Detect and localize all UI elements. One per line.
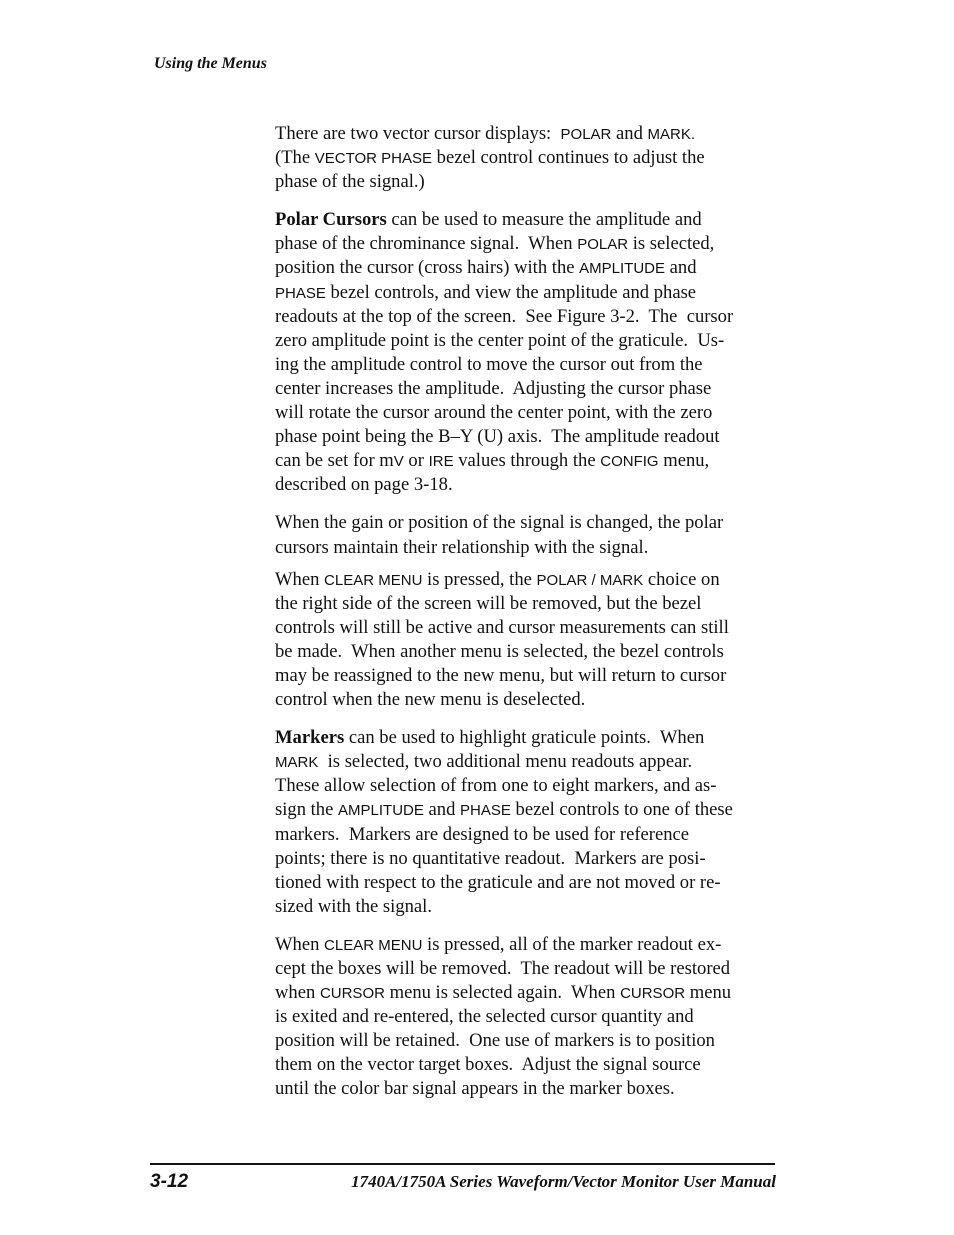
text-line (275, 664, 785, 688)
text-line (275, 933, 785, 957)
control-name: POLAR (577, 236, 629, 254)
text-run: may be reassigned to the new menu, but will return to cursor (275, 664, 727, 686)
running-head: Using the Menus (154, 55, 267, 72)
text-line (275, 232, 785, 256)
text-line (275, 1053, 785, 1077)
text-run: When (275, 933, 325, 955)
control-name: MARK (275, 754, 319, 772)
text-line (275, 688, 785, 712)
text-run: can be used to highlight graticule points. When (344, 727, 705, 749)
text-run: is pressed, the (422, 568, 537, 590)
text-run: When the gain or position of the signal is changed, the polar (275, 512, 724, 534)
text-line (275, 616, 785, 640)
control-name: POLAR (560, 126, 612, 143)
text-run: is selected, (628, 233, 715, 255)
text-run: or (403, 450, 429, 472)
paragraph-polar-cursors (275, 208, 785, 497)
text-run: markers. Markers are designed to be used for reference (275, 823, 690, 845)
text-run: cursors maintain their relationship with the signal. (275, 536, 649, 558)
text-run: menu, (658, 450, 710, 472)
text-run: values through the (453, 450, 601, 472)
text-run: described on page 3-18. (275, 474, 453, 496)
text-run: These allow selection of from one to eight markers, and as- (275, 775, 717, 797)
control-name: CONFIG (600, 453, 659, 471)
text-run: be made. When another menu is selected, the bezel controls (275, 640, 724, 662)
footer-rule (150, 1163, 775, 1165)
text-line (275, 981, 785, 1005)
manual-title: 1740A/1750A Series Waveform/Vector Monitor User Manual (351, 1172, 776, 1191)
paragraph-clear-menu-polar (275, 568, 785, 713)
text-run: tioned with respect to the graticule and are not moved or re- (275, 871, 721, 893)
control-name: POLAR / MARK (536, 571, 644, 589)
text-line (275, 1029, 785, 1053)
paragraph-gap (275, 919, 785, 933)
text-run: readouts at the top of the screen. See Figure 3-2. The cursor (275, 305, 734, 327)
text-run: is exited and re-entered, the selected cursor quantity and (275, 1006, 694, 1028)
text-run: will rotate the cursor around the center point, with the zero (275, 402, 713, 424)
text-run: is selected, two additional menu readouts appear. (318, 751, 693, 773)
text-line (275, 146, 785, 170)
text-line (275, 726, 785, 750)
text-line (275, 750, 785, 774)
text-line (275, 511, 785, 535)
control-name: MARK. (647, 126, 696, 143)
text-run: menu (685, 982, 732, 1004)
control-name: CLEAR MENU (324, 936, 423, 954)
text-run: bezel control continues to adjust the (432, 147, 705, 169)
paragraph-gap (275, 712, 785, 726)
control-name: CURSOR (620, 985, 686, 1003)
text-line (275, 957, 785, 981)
text-line (275, 871, 785, 895)
text-run: sized with the signal. (275, 895, 432, 917)
bold-term: Polar Cursors (275, 209, 387, 231)
text-run: phase of the signal.) (275, 171, 425, 193)
text-run: and (423, 799, 461, 821)
text-run: control when the new menu is deselected. (275, 689, 586, 711)
text-run: them on the vector target boxes. Adjust the signal source (275, 1054, 701, 1076)
text-run: menu is selected again. When (384, 982, 621, 1004)
text-line (275, 640, 785, 664)
text-run: cept the boxes will be removed. The readout will be restored (275, 958, 731, 979)
control-name: CLEAR MENU (324, 571, 423, 589)
text-run: (The (275, 147, 315, 169)
text-run: choice on (643, 568, 720, 590)
text-line (275, 281, 785, 305)
text-run: can be set for m (275, 450, 394, 472)
bold-term: Markers (275, 727, 345, 749)
text-line (275, 256, 785, 280)
text-line (275, 798, 785, 822)
paragraph-vector-cursor-intro (275, 122, 785, 194)
text-line (275, 401, 785, 425)
text-run: points; there is no quantitative readout. Markers are posi- (275, 847, 706, 869)
text-run: controls will still be active and cursor measurements can still (275, 616, 729, 638)
text-line (275, 377, 785, 401)
text-run: bezel controls, and view the amplitude and phase (325, 281, 697, 303)
text-run: when (275, 982, 320, 1004)
text-run: position will be retained. One use of markers is to position (275, 1030, 715, 1052)
text-line (275, 592, 785, 616)
paragraph-gap (275, 194, 785, 208)
text-run: sign the (275, 799, 339, 821)
text-line (275, 1077, 785, 1101)
text-run: There are two vector cursor displays: (275, 123, 561, 144)
control-name: IRE (428, 453, 454, 471)
text-run: position the cursor (cross hairs) with the (275, 257, 580, 279)
text-line (275, 895, 785, 919)
control-name: CURSOR (319, 985, 385, 1003)
text-run: phase of the chrominance signal. When (275, 233, 578, 255)
text-run: zero amplitude point is the center point of the graticule. Us- (275, 329, 725, 351)
control-name: V (393, 453, 404, 471)
text-line (275, 847, 785, 871)
text-line (275, 353, 785, 377)
body-text (275, 122, 785, 1102)
control-name: AMPLITUDE (579, 260, 666, 278)
text-run: the right side of the screen will be removed, but the bezel (275, 592, 702, 614)
text-line (275, 536, 785, 560)
control-name: PHASE (460, 802, 511, 820)
paragraph-gain-position (275, 511, 785, 559)
text-line (275, 1005, 785, 1029)
text-run: phase point being the B–Y (U) axis. The amplitude readout (275, 426, 720, 448)
text-run: is pressed, all of the marker readout ex- (422, 933, 722, 955)
text-run: center increases the amplitude. Adjusting the cursor phase (275, 377, 712, 399)
paragraph-gap (275, 497, 785, 511)
control-name: AMPLITUDE (338, 802, 424, 820)
paragraph-clear-menu-markers (275, 933, 785, 1102)
text-line (275, 208, 785, 232)
text-run: When (275, 568, 325, 590)
text-line (275, 170, 785, 194)
text-run: bezel controls to one of these (510, 799, 733, 821)
text-line (275, 425, 785, 449)
page-number: 3-12 (150, 1171, 189, 1192)
text-run: ing the amplitude control to move the cursor out from the (275, 353, 703, 375)
control-name: VECTOR PHASE (314, 150, 433, 168)
text-line (275, 122, 785, 146)
text-line (275, 329, 785, 353)
text-line (275, 774, 785, 798)
text-run: and (611, 123, 648, 144)
text-line (275, 473, 785, 497)
text-line (275, 449, 785, 473)
paragraph-markers (275, 726, 785, 919)
text-run: and (665, 257, 697, 279)
text-line (275, 823, 785, 847)
text-line (275, 568, 785, 592)
text-run: can be used to measure the amplitude and (386, 209, 702, 231)
text-run: until the color bar signal appears in the marker boxes. (275, 1078, 675, 1100)
control-name: PHASE (275, 284, 326, 302)
paragraph-gap (275, 560, 785, 568)
text-line (275, 305, 785, 329)
